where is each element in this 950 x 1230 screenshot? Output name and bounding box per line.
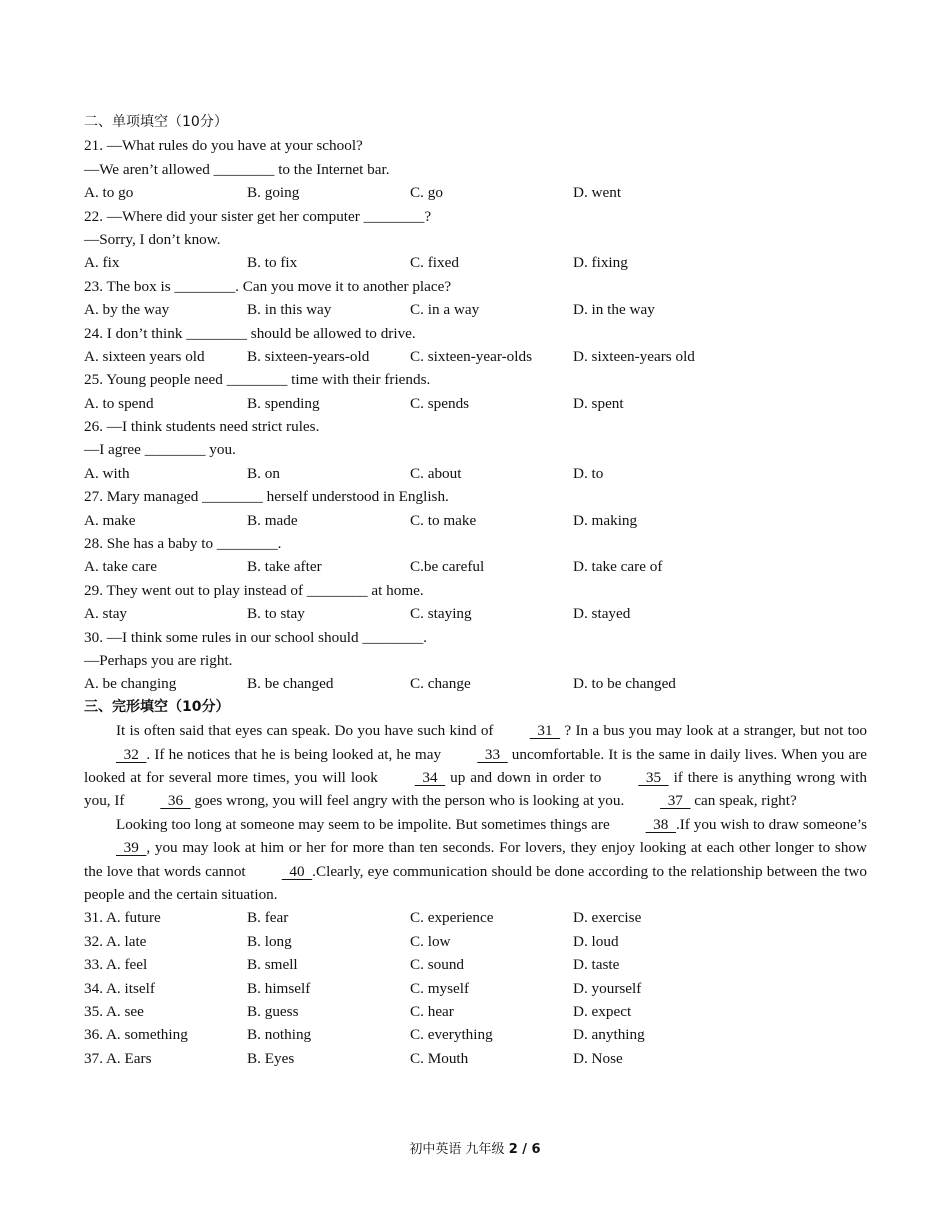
option-c: C. sixteen-year-olds <box>410 347 533 365</box>
option-a: A. be changing <box>84 675 177 693</box>
option-c: C. change <box>410 675 471 693</box>
option-b: B. on <box>247 464 280 482</box>
blank-39: 39 <box>116 839 147 857</box>
question-line: —We aren’t allowed ________ to the Internet bar. <box>84 160 390 178</box>
cloze-text: . If he notices that he is being looked at, he may <box>146 745 446 763</box>
blank-34: 34 <box>414 768 446 786</box>
choice-a: 34. A. itself <box>84 979 155 997</box>
exam-page <box>84 111 867 1070</box>
cloze-text: .If you wish to draw someone’s <box>675 815 867 833</box>
option-row <box>84 555 867 578</box>
cloze-text: .Clearly, eye communication should be done according to the relationship between the two people and the certain situation. <box>84 862 867 903</box>
option-c: C. to make <box>410 511 477 529</box>
cloze-paragraph-2 <box>84 813 867 907</box>
choice-d: D. yourself <box>573 979 642 997</box>
section2-title: 二、单项填空（10分） <box>84 114 228 130</box>
option-b: B. in this way <box>247 301 332 319</box>
choice-d: D. loud <box>573 932 619 950</box>
question-stem: 22. —Where did your sister get her computer ________? <box>84 207 432 225</box>
cloze-text: It is often said that eyes can speak. Do you have such kind of <box>116 722 498 740</box>
option-row <box>84 181 867 204</box>
option-c: C. about <box>410 464 462 482</box>
choice-d: D. taste <box>573 956 620 974</box>
option-d: D. in the way <box>573 301 655 319</box>
option-b: B. to stay <box>247 605 305 623</box>
option-a: A. to spend <box>84 394 154 412</box>
option-row <box>84 672 867 695</box>
option-c: C. staying <box>410 605 472 623</box>
cloze-text: , you may look at him or her for more than ten seconds. For lovers, they enjoy looking at each other longer to show the love that words cannot <box>84 839 867 880</box>
option-row <box>84 298 867 321</box>
question-stem: 25. Young people need ________ time with their friends. <box>84 371 431 389</box>
cloze-text: Looking too long at someone may seem to be impolite. But sometimes things are <box>116 815 614 833</box>
option-b: B. be changed <box>247 675 334 693</box>
blank-33: 33 <box>477 745 508 763</box>
cloze-text: goes wrong, you will feel angry with the person who is looking at you. <box>190 792 629 810</box>
choice-c: C. Mouth <box>410 1049 469 1067</box>
page-footer <box>0 1138 950 1157</box>
question-stem: 23. The box is ________. Can you move it to another place? <box>84 277 452 295</box>
option-b: B. going <box>247 184 300 202</box>
choice-d: D. Nose <box>573 1049 623 1067</box>
choice-b: B. himself <box>247 979 311 997</box>
blank-36: 36 <box>160 792 191 810</box>
choice-c: C. low <box>410 932 451 950</box>
choice-row <box>84 953 867 976</box>
choice-d: D. expect <box>573 1002 632 1020</box>
option-b: B. to fix <box>247 254 298 272</box>
choice-row <box>84 906 867 929</box>
choice-d: D. anything <box>573 1026 645 1044</box>
blank-38: 38 <box>645 815 676 833</box>
option-d: D. stayed <box>573 605 631 623</box>
option-d: D. went <box>573 184 622 202</box>
option-b: B. take after <box>247 558 322 576</box>
option-d: D. fixing <box>573 254 628 272</box>
choice-a: 35. A. see <box>84 1002 144 1020</box>
option-row <box>84 251 867 274</box>
choice-a: 31. A. future <box>84 909 161 927</box>
page-number: 2 / 6 <box>508 1142 541 1157</box>
option-a: A. by the way <box>84 301 170 319</box>
option-c: C. in a way <box>410 301 480 319</box>
choice-c: C. myself <box>410 979 470 997</box>
blank-40: 40 <box>281 862 313 880</box>
option-a: A. take care <box>84 558 157 576</box>
option-a: A. to go <box>84 184 134 202</box>
choice-b: B. Eyes <box>247 1049 295 1067</box>
option-a: A. with <box>84 464 130 482</box>
cloze-text: ? In a bus you may look at a stranger, but not too <box>560 722 868 740</box>
cloze-text: up and down in order to <box>445 768 607 786</box>
option-a: A. stay <box>84 605 128 623</box>
cloze-text: can speak, right? <box>690 792 797 810</box>
option-a: A. sixteen years old <box>84 347 205 365</box>
choice-a: 32. A. late <box>84 932 147 950</box>
choice-b: B. long <box>247 932 292 950</box>
question-line: —Perhaps you are right. <box>84 651 233 669</box>
choice-row <box>84 1047 867 1070</box>
option-d: D. take care of <box>573 558 663 576</box>
option-b: B. sixteen-years-old <box>247 347 370 365</box>
choice-a: 37. A. Ears <box>84 1049 152 1067</box>
option-row <box>84 345 867 368</box>
choice-row <box>84 977 867 1000</box>
option-d: D. sixteen-years old <box>573 347 695 365</box>
option-c: C.be careful <box>410 558 485 576</box>
blank-37: 37 <box>660 792 691 810</box>
cloze-text: uncomfortable. It is the same in daily lives. When you are looked at for several more times, you will look <box>84 745 867 786</box>
footer-text: 初中英语 九年级 <box>409 1142 509 1157</box>
choice-b: B. fear <box>247 909 289 927</box>
choice-b: B. guess <box>247 1002 299 1020</box>
option-row <box>84 509 867 532</box>
cloze-choices <box>84 906 867 1070</box>
choice-a: 33. A. feel <box>84 956 148 974</box>
choice-c: C. sound <box>410 956 465 974</box>
option-a: A. make <box>84 511 136 529</box>
choice-c: C. everything <box>410 1026 493 1044</box>
blank-31: 31 <box>529 722 561 740</box>
option-row <box>84 602 867 625</box>
option-b: B. made <box>247 511 298 529</box>
option-c: C. fixed <box>410 254 459 272</box>
option-d: D. to be changed <box>573 675 676 693</box>
question-line: —I agree ________ you. <box>84 441 236 459</box>
choice-row <box>84 930 867 953</box>
option-a: A. fix <box>84 254 120 272</box>
question-stem: 27. Mary managed ________ herself understood in English. <box>84 488 449 506</box>
choice-c: C. experience <box>410 909 494 927</box>
question-stem: 24. I don’t think ________ should be allowed to drive. <box>84 324 416 342</box>
option-d: D. making <box>573 511 638 529</box>
option-row <box>84 392 867 415</box>
option-d: D. to <box>573 464 604 482</box>
question-stem: 26. —I think students need strict rules. <box>84 418 320 436</box>
question-line: —Sorry, I don’t know. <box>84 230 221 248</box>
choice-row <box>84 1000 867 1023</box>
question-stem: 29. They went out to play instead of ________ at home. <box>84 581 424 599</box>
option-c: C. go <box>410 184 443 202</box>
question-stem: 30. —I think some rules in our school should ________. <box>84 628 427 646</box>
question-stem: 21. —What rules do you have at your school? <box>84 137 363 155</box>
option-c: C. spends <box>410 394 470 412</box>
choice-b: B. smell <box>247 956 298 974</box>
choice-d: D. exercise <box>573 909 642 927</box>
blank-35: 35 <box>638 768 669 786</box>
section3-title: 三、完形填空（10分） <box>84 698 230 715</box>
blank-32: 32 <box>116 745 147 763</box>
option-b: B. spending <box>247 394 320 412</box>
choice-c: C. hear <box>410 1002 454 1020</box>
choice-row <box>84 1023 867 1046</box>
option-d: D. spent <box>573 394 624 412</box>
option-row <box>84 462 867 485</box>
section2-questions <box>84 134 867 695</box>
cloze-paragraph-1 <box>84 719 867 813</box>
question-stem: 28. She has a baby to ________. <box>84 535 282 553</box>
cloze-text: if there is anything wrong with you, If <box>84 768 867 810</box>
choice-b: B. nothing <box>247 1026 312 1044</box>
choice-a: 36. A. something <box>84 1026 188 1044</box>
